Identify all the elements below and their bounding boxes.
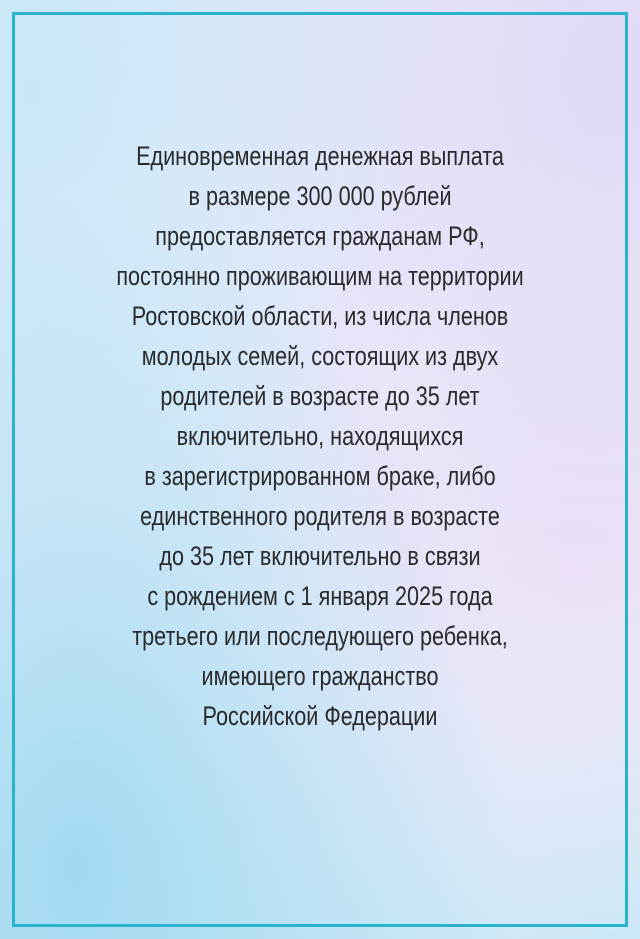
notice-line: единственного родителя в возрасте	[140, 501, 500, 531]
notice-line: третьего или последующего ребенка,	[132, 621, 508, 651]
notice-line: до 35 лет включительно в связи	[159, 541, 481, 571]
notice-line: молодых семей, состоящих из двух	[141, 341, 499, 371]
notice-line: родителей в возрасте до 35 лет	[160, 381, 480, 411]
notice-line: в зарегистрированном браке, либо	[144, 461, 496, 491]
notice-line: постоянно проживающим на территории	[116, 261, 524, 291]
notice-line: Единовременная денежная выплата	[136, 141, 504, 171]
notice-line: Российской Федерации	[202, 701, 438, 731]
notice-line: Ростовской области, из числа членов	[131, 301, 509, 331]
notice-line: с рождением с 1 января 2025 года	[147, 581, 493, 611]
notice-line: имеющего гражданство	[201, 661, 439, 691]
notice-text	[96, 136, 544, 736]
notice-line: включительно, находящихся	[176, 421, 464, 451]
notice-line: предоставляется гражданам РФ,	[155, 221, 485, 251]
notice-line: в размере 300 000 рублей	[188, 181, 452, 211]
